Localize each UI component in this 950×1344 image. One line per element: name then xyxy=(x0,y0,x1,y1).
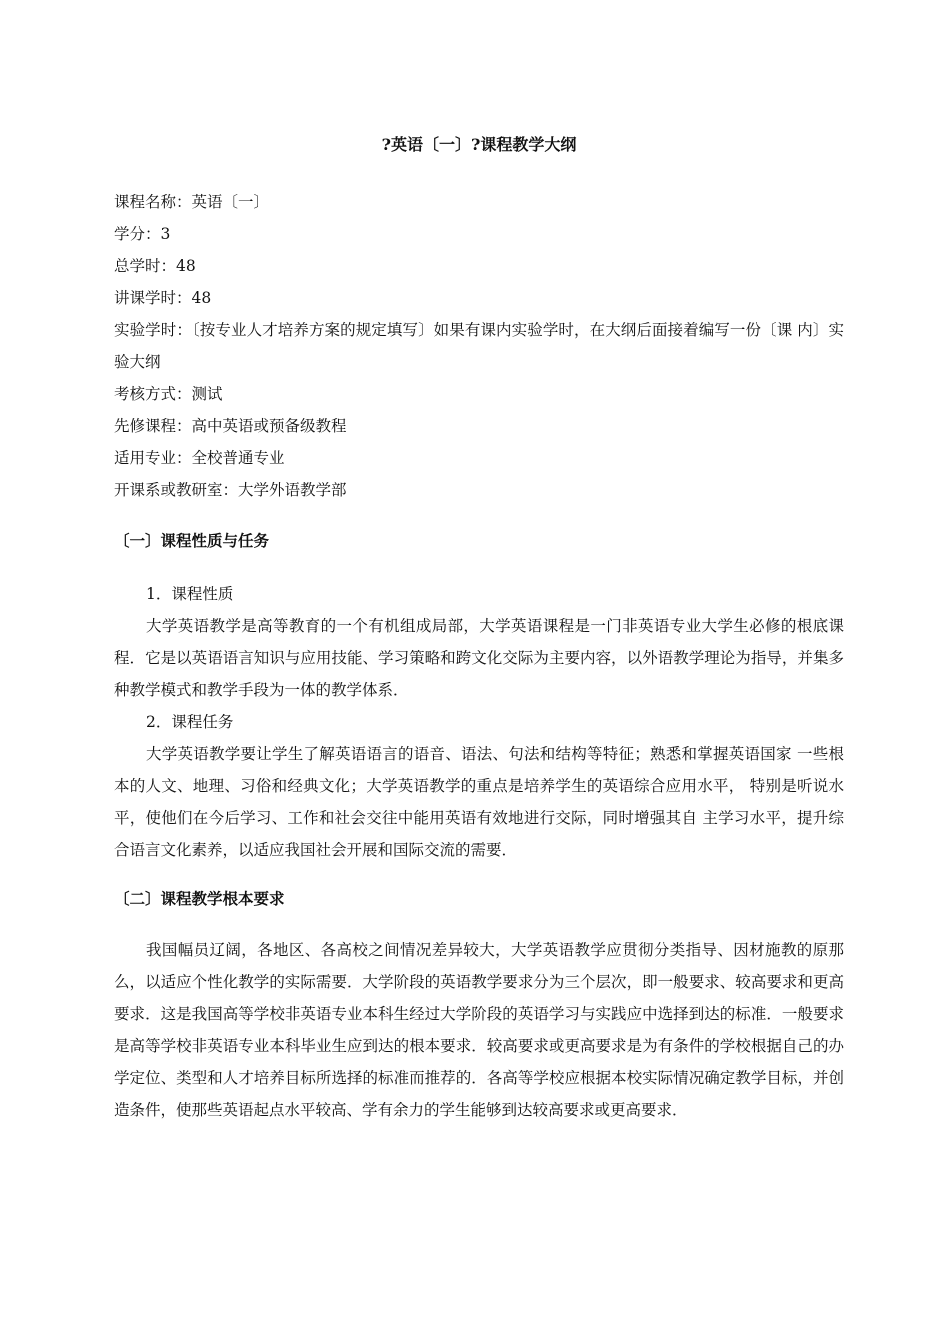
section-1-heading: 〔一〕课程性质与任务 xyxy=(114,531,270,550)
course-department: 开课系或教研室：大学外语教学部 xyxy=(114,481,347,499)
course-info-block xyxy=(114,186,844,506)
course-task-text: 大学英语教学要让学生了解英语语言的语音、语法、句法和结构等特征；熟悉和掌握英语国家 一些根本的人文、地理、习俗和经典文化；大学英语教学的重点是培养学生的英语综合应用水平， 特别是听说水平，使他们在今后学习、工作和社会交往中能用英语有效地进行交际，同时增强其自 主学习水平，提升综合语言文化素养，以适应我国社会开展和国际交流的需要． xyxy=(114,745,844,859)
course-name: 课程名称：英语〔一〕 xyxy=(114,193,270,211)
course-nature-title: 1．课程性质 xyxy=(146,585,234,603)
course-task-title: 2．课程任务 xyxy=(146,713,234,731)
basic-requirements-text: 我国幅员辽阔，各地区、各高校之间情况差异较大，大学英语教学应贯彻分类指导、因材施教的原那么，以适应个性化教学的实际需要．大学阶段的英语教学要求分为三个层次，即一般要求、较高要求和更高要求．这是我国高等学校非英语专业本科生经过大学阶段的英语学习与实践应中选择到达的标准．一般要求是高等学校非英语专业本科毕业生应到达的根本要求．较高要求或更高要求是为有条件的学校根据自己的办学定位、类型和人才培养目标所选择的标准而推荐的．各高等学校应根据本校实际情况确定教学目标，并创造条件，使那些英语起点水平较高、学有余力的学生能够到达较高要求或更高要求． xyxy=(114,941,844,1119)
document-title: ?英语〔一〕?课程教学大纲 xyxy=(381,135,577,154)
section-2-body xyxy=(114,934,844,1126)
course-lab-hours: 实验学时：〔按专业人才培养方案的规定填写〕如果有课内实验学时，在大纲后面接着编写一份〔课 内〕实验大纲 xyxy=(114,321,844,371)
course-total-hours: 总学时：48 xyxy=(114,257,196,275)
section-2-heading: 〔二〕课程教学根本要求 xyxy=(114,889,285,908)
course-lecture-hours: 讲课学时：48 xyxy=(114,289,212,307)
course-nature-text: 大学英语教学是高等教育的一个有机组成局部，大学英语课程是一门非英语专业大学生必修的根底课程．它是以英语语言知识与应用技能、学习策略和跨文化交际为主要内容，以外语教学理论为指导，并集多种教学模式和教学手段为一体的教学体系． xyxy=(114,617,844,699)
course-credits: 学分：3 xyxy=(114,225,171,243)
course-applicable-majors: 适用专业：全校普通专业 xyxy=(114,449,285,467)
course-assessment: 考核方式：测试 xyxy=(114,385,223,403)
section-1-body xyxy=(114,578,844,866)
course-prerequisites: 先修课程：高中英语或预备级教程 xyxy=(114,417,347,435)
